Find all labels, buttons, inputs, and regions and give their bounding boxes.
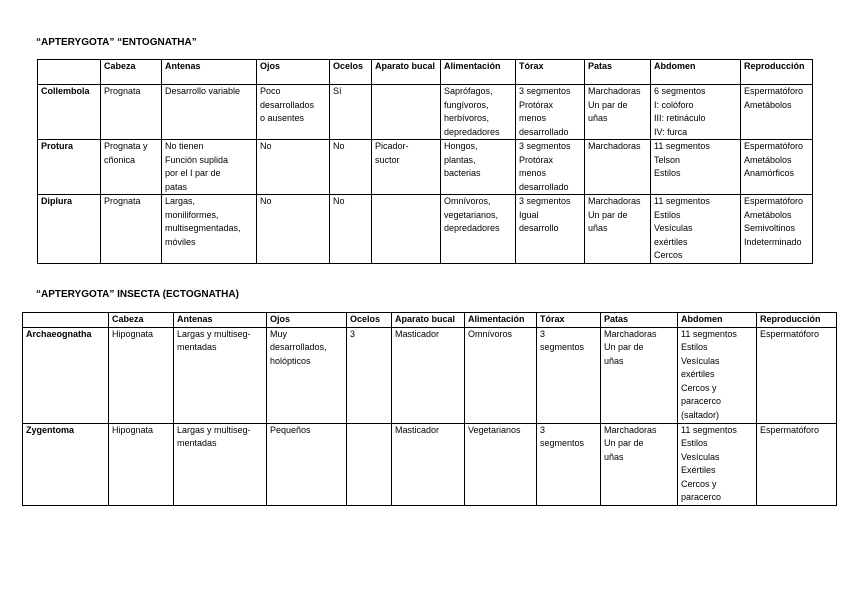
table1-title: “APTERYGOTA” “ENTOGNATHA” [36,37,197,48]
cell-line: Función suplida [165,154,229,165]
cell-line: uñas [604,451,624,462]
ectognatha-table [22,312,837,506]
cell-line: Semivoltinos [744,223,796,233]
table-row [38,140,813,195]
cell-line: Vesículas [681,451,720,462]
cell-line: Estilos [681,342,708,352]
cell-line: Ametábolos [744,154,792,165]
cell-line: 11 segmentos [681,424,737,435]
cell-line: 3 segmentos [519,86,571,96]
cell-abdomen [651,140,741,195]
cell-line: 11 segmentos [681,328,737,339]
cell-line: mentadas [177,342,217,352]
column-header-alimentacion: Alimentación [465,313,537,328]
cell-line: Picador- [375,141,409,151]
cell-line: Cercos y [681,382,717,393]
cell-line: Omnívoros [468,328,513,339]
cell-line: desarrollados, [270,342,327,352]
cell-line: 11 segmentos [654,141,710,151]
column-header-ojos: Ojos [257,60,330,85]
cell-alimentacion [441,85,516,140]
row-header-archaeognatha: Archaeognatha [23,327,109,423]
cell-line: o ausentes [260,113,305,123]
column-header-cabeza: Cabeza [101,60,162,85]
cell-line: No [333,141,345,151]
cell-line: Prognata [104,196,141,206]
cell-line: No [260,141,272,151]
column-header-aparato-bucal: Aparato bucal [372,60,441,85]
cell-antenas [162,195,257,264]
column-header-patas: Patas [585,60,651,85]
cell-line: depredadores [444,126,500,137]
cell-line: 11 segmentos [654,196,710,206]
cell-line: Muy [270,328,288,339]
cell-line: Espermatóforo [760,424,820,435]
cell-ocelos [347,423,392,505]
cell-line: Vesículas [654,223,693,233]
cell-line: desarrollado [519,126,569,137]
cell-reproduccion [741,85,813,140]
cell-ojos [267,327,347,423]
cell-line: Vesículas [681,355,720,366]
cell-cabeza [109,327,174,423]
cell-line: Prognata y [104,141,148,151]
cell-aparato-bucal [372,85,441,140]
cell-patas [601,327,678,423]
cell-line: Poco [260,86,281,96]
cell-line: Ametábolos [744,209,792,220]
cell-line: Desarrollo variable [165,86,241,96]
cell-line: holópticos [270,355,311,366]
cell-abdomen [678,327,757,423]
cell-line: mentadas [177,438,217,448]
header-row [38,60,813,85]
cell-line: Telson [654,154,681,165]
cell-line: Espermatóforo [744,196,804,206]
cell-line: Vegetarianos [468,424,521,435]
cell-patas [585,85,651,140]
cell-antenas [162,140,257,195]
cell-line: uñas [604,355,624,366]
column-header-antenas: Antenas [162,60,257,85]
cell-line: segmentos [540,342,585,352]
cell-line: móviles [165,236,196,247]
cell-line: 3 segmentos [519,196,571,206]
cell-line: Espermatóforo [760,328,820,339]
cell-line: III: retináculo [654,113,706,123]
cell-line: Marchadoras [604,424,657,435]
cell-alimentacion [441,140,516,195]
cell-line: Marchadoras [588,141,641,151]
cell-line: 3 [540,328,546,339]
cell-line: Largas, [165,196,196,206]
cell-line: No [260,196,272,206]
cell-line: Protórax [519,154,554,165]
cell-line: menos [519,168,547,178]
column-header-torax: Tórax [537,313,601,328]
cell-patas [601,423,678,505]
column-header-reproduccion: Reproducción [757,313,837,328]
cell-cabeza [101,195,162,264]
cell-line: IV: furca [654,126,688,137]
cell-line: Cercos [654,250,683,260]
cell-line: herbívoros, [444,113,490,123]
cell-line: paracerco [681,492,722,502]
cell-ocelos [347,327,392,423]
cell-ojos [257,85,330,140]
column-header-abdomen: Abdomen [678,313,757,328]
cell-line: uñas [588,223,608,233]
cell-line: depredadores [444,223,500,233]
column-header-blank [23,313,109,328]
column-header-cabeza: Cabeza [109,313,174,328]
cell-line: vegetarianos, [444,209,499,220]
cell-torax [537,327,601,423]
cell-reproduccion [757,423,837,505]
cell-torax [516,85,585,140]
cell-antenas [174,423,267,505]
cell-line: Marchadoras [588,196,641,206]
row-header-collembola: Collembola [38,85,101,140]
cell-line: 3 segmentos [519,141,571,151]
cell-line: desarrollo [519,223,559,233]
cell-patas [585,140,651,195]
cell-line: Un par de [588,209,628,220]
cell-line: (saltador) [681,409,720,420]
cell-reproduccion [741,140,813,195]
cell-line: Hipognata [112,328,154,339]
cell-cabeza [101,85,162,140]
cell-line: exértiles [654,236,688,247]
cell-line: Espermatóforo [744,86,804,96]
column-header-aparato-bucal: Aparato bucal [392,313,465,328]
row-header-zygentoma: Zygentoma [23,423,109,505]
cell-ojos [257,195,330,264]
column-header-alimentacion: Alimentación [441,60,516,85]
cell-line: Saprófagos, [444,86,493,96]
cell-ocelos [330,85,372,140]
cell-line: suctor [375,154,400,165]
cell-abdomen [651,195,741,264]
row-header-protura: Protura [38,140,101,195]
cell-alimentacion [441,195,516,264]
cell-line: Largas y multiseg- [177,328,251,339]
cell-line: Hongos, [444,141,478,151]
cell-line: Cercos y [681,478,717,489]
column-header-blank [38,60,101,85]
cell-line: I: colóforo [654,99,694,110]
cell-line: Largas y multiseg- [177,424,251,435]
cell-torax [516,195,585,264]
cell-line: moniliformes, [165,209,219,220]
cell-line: Omnívoros, [444,196,491,206]
cell-reproduccion [741,195,813,264]
cell-line: fungívoros, [444,99,489,110]
cell-line: Estilos [681,438,708,448]
cell-abdomen [651,85,741,140]
cell-line: bacterias [444,168,481,178]
cell-line: Un par de [604,342,644,352]
cell-line: Estilos [654,168,681,178]
cell-antenas [174,327,267,423]
column-header-antenas: Antenas [174,313,267,328]
cell-line: Un par de [604,438,644,448]
cell-line: Masticador [395,424,440,435]
cell-line: desarrollado [519,181,569,192]
cell-line: Masticador [395,328,440,339]
cell-patas [585,195,651,264]
column-header-abdomen: Abdomen [651,60,741,85]
table-row [23,423,837,505]
cell-line: 3 [350,328,356,339]
cell-line: Ametábolos [744,99,792,110]
cell-line: desarrollados [260,99,315,110]
table-row [38,195,813,264]
table-row [38,85,813,140]
cell-line: Pequeños [270,424,311,435]
cell-line: No tienen [165,141,204,151]
cell-ojos [267,423,347,505]
column-header-ocelos: Ocelos [330,60,372,85]
cell-line: No [333,196,345,206]
cell-alimentacion [465,423,537,505]
cell-line: Un par de [588,99,628,110]
cell-line: 3 [540,424,546,435]
entognatha-table [37,59,813,264]
cell-line: Igual [519,209,539,220]
cell-line: Estilos [654,209,681,220]
cell-torax [537,423,601,505]
cell-aparato-bucal [392,423,465,505]
cell-line: Anamórficos [744,168,795,178]
column-header-torax: Tórax [516,60,585,85]
cell-line: Exértiles [681,465,716,475]
header-row [23,313,837,328]
cell-line: patas [165,181,188,192]
cell-line: Marchadoras [604,328,657,339]
cell-aparato-bucal [392,327,465,423]
cell-line: Marchadoras [588,86,641,96]
cell-aparato-bucal [372,195,441,264]
cell-torax [516,140,585,195]
cell-aparato-bucal [372,140,441,195]
cell-ocelos [330,140,372,195]
cell-line: 6 segmentos [654,86,706,96]
cell-cabeza [109,423,174,505]
cell-line: menos [519,113,547,123]
cell-line: exértiles [681,369,715,379]
cell-line: plantas, [444,154,476,165]
cell-ocelos [330,195,372,264]
cell-line: paracerco [681,396,722,406]
table-row [23,327,837,423]
table2-title: “APTERYGOTA” INSECTA (ECTOGNATHA) [36,289,239,300]
cell-line: Hipognata [112,424,154,435]
cell-abdomen [678,423,757,505]
cell-line: Espermatóforo [744,141,804,151]
cell-ojos [257,140,330,195]
cell-line: segmentos [540,438,585,448]
cell-line: Indeterminado [744,236,802,247]
cell-line: Prognata [104,86,141,96]
cell-line: Protórax [519,99,554,110]
cell-line: uñas [588,113,608,123]
column-header-reproduccion: Reproducción [741,60,813,85]
cell-reproduccion [757,327,837,423]
row-header-diplura: Diplura [38,195,101,264]
column-header-ocelos: Ocelos [347,313,392,328]
cell-line: cñonica [104,154,136,165]
column-header-patas: Patas [601,313,678,328]
cell-line: por el I par de [165,168,221,178]
cell-cabeza [101,140,162,195]
cell-line: Sí [333,86,342,96]
cell-line: multisegmentadas, [165,223,241,233]
column-header-ojos: Ojos [267,313,347,328]
cell-alimentacion [465,327,537,423]
cell-antenas [162,85,257,140]
